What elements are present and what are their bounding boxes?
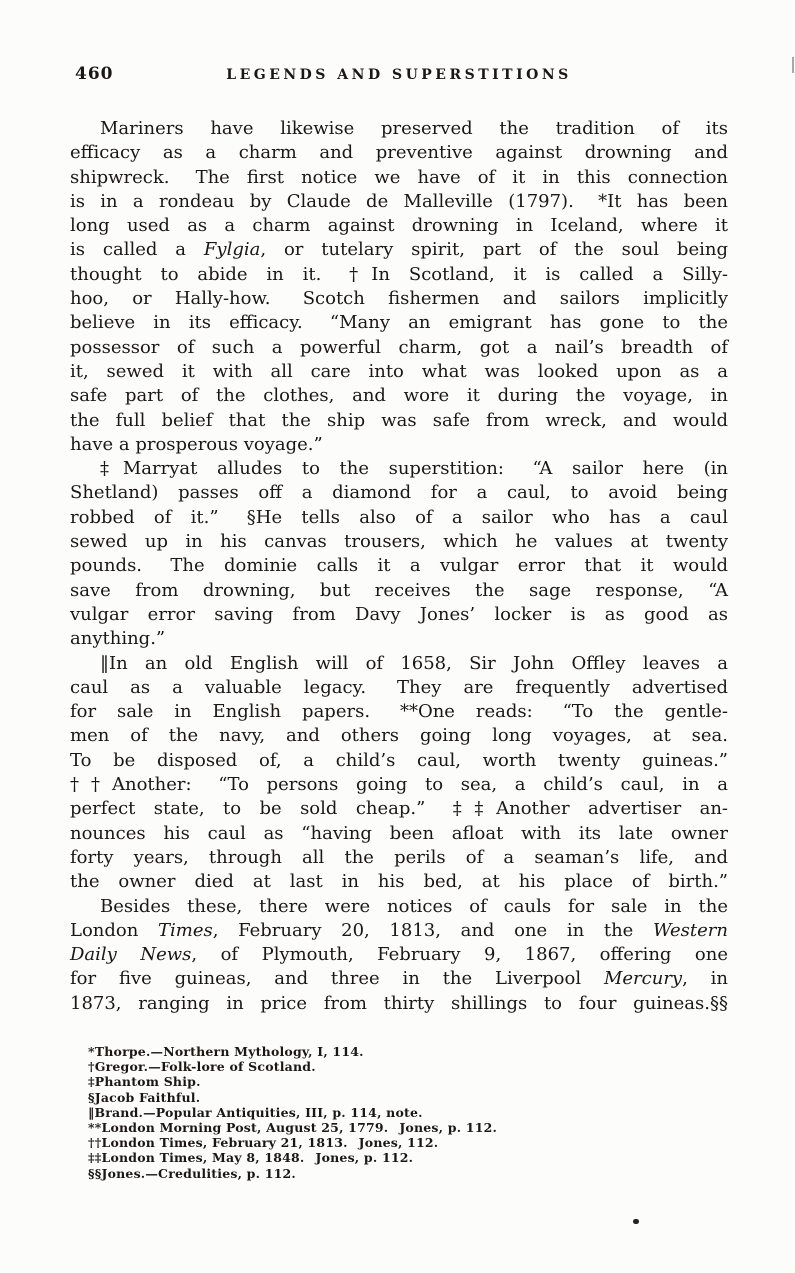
text-line: is in a rondeau by Claude de Malleville (1797). *It has been xyxy=(70,190,728,212)
text-line: for sale in English papers. **One reads: “To the gentle- xyxy=(70,701,728,723)
footnote-line: †Gregor.—Folk-lore of Scotland. xyxy=(88,1059,316,1075)
text-line: To be disposed of, a child’s caul, worth twenty guineas.” xyxy=(70,749,728,771)
text-line: hoo, or Hally-how. Scotch fishermen and sailors implicitly xyxy=(70,288,728,310)
text-line: Besides these, there were notices of cauls for sale in the xyxy=(100,895,728,917)
text-line: ‖In an old English will of 1658, Sir John Offley leaves a xyxy=(100,652,728,674)
text-line: Daily News, of Plymouth, February 9, 1867, offering one xyxy=(70,944,728,966)
text-line: is called a Fylgia, or tutelary spirit, part of the soul being xyxy=(70,239,728,261)
footnote-line: §Jacob Faithful. xyxy=(88,1089,201,1105)
text-line: the owner died at last in his bed, at his place of birth.” xyxy=(70,871,728,893)
footnote-line: *Thorpe.—Northern Mythology, I, 114. xyxy=(88,1044,364,1059)
footnote-line: ‡‡London Times, May 8, 1848. Jones, p. 112. xyxy=(88,1150,414,1166)
text-line: perfect state, to be sold cheap.” ‡‡Another advertiser an- xyxy=(70,798,728,820)
body-text xyxy=(70,117,728,1016)
paragraph xyxy=(70,117,728,457)
text-line: efficacy as a charm and preventive against drowning and xyxy=(70,142,728,164)
text-line: nounces his caul as “having been afloat with its late owner xyxy=(70,822,728,844)
text-line: long used as a charm against drowning in Iceland, where it xyxy=(70,215,728,237)
text-line: sewed up in his canvas trousers, which he values at twenty xyxy=(70,531,728,553)
text-line: save from drowning, but receives the sage response, “A xyxy=(70,579,728,601)
paragraph xyxy=(70,457,728,651)
footnote-line: **London Morning Post, August 25, 1779. Jones, p. 112. xyxy=(88,1120,498,1136)
text-line: Shetland) passes off a diamond for a caul, to avoid being xyxy=(70,482,728,504)
running-header xyxy=(70,62,728,88)
footnotes xyxy=(88,1044,668,1181)
text-line: believe in its efficacy. “Many an emigrant has gone to the xyxy=(70,312,728,334)
text-line: safe part of the clothes, and wore it during the voyage, in xyxy=(70,385,728,407)
footnote-line: ††London Times, February 21, 1813. Jones, 112. xyxy=(88,1135,439,1151)
text-line: men of the navy, and others going long voyages, at sea. xyxy=(70,725,728,747)
text-line: vulgar error saving from Davy Jones’ locker is as good as xyxy=(70,603,728,625)
footnote-line: ‡Phantom Ship. xyxy=(88,1074,201,1090)
text-line: forty years, through all the perils of a seaman’s life, and xyxy=(70,846,728,868)
text-line: anything.” xyxy=(70,628,166,650)
text-line: it, sewed it with all care into what was looked upon as a xyxy=(70,360,728,382)
running-header-title: LEGENDS AND SUPERSTITIONS xyxy=(226,67,572,83)
paragraph xyxy=(70,895,728,1016)
footnote-line: ‖Brand.—Popular Antiquities, III, p. 114, note. xyxy=(88,1104,423,1120)
text-line: possessor of such a powerful charm, got a nail’s breadth of xyxy=(70,336,728,358)
ink-speck-artifact xyxy=(633,1219,639,1224)
text-line: for five guineas, and three in the Liverpool Mercury, in xyxy=(70,968,729,990)
text-line: pounds. The dominie calls it a vulgar error that it would xyxy=(70,555,728,577)
text-line: caul as a valuable legacy. They are frequently advertised xyxy=(70,676,728,698)
text-line: robbed of it.” §He tells also of a sailor who has a caul xyxy=(70,506,728,528)
text-line: ††Another: “To persons going to sea, a child’s caul, in a xyxy=(70,774,728,796)
text-line: thought to abide in it. †In Scotland, it is called a Silly- xyxy=(70,263,728,285)
text-line: London Times, February 20, 1813, and one in the Western xyxy=(70,919,728,941)
text-line: ‡Marryat alludes to the superstition: “A sailor here (in xyxy=(100,458,728,480)
text-line: the full belief that the ship was safe from wreck, and would xyxy=(70,409,728,431)
text-line: 1873, ranging in price from thirty shillings to four guineas.§§ xyxy=(70,992,728,1014)
text-line: shipwreck. The first notice we have of it in this connection xyxy=(70,166,728,188)
footnote-line: §§Jones.—Credulities, p. 112. xyxy=(88,1165,296,1181)
paragraph xyxy=(70,652,728,895)
text-line: have a prosperous voyage.” xyxy=(70,433,323,455)
scan-edge-artifact xyxy=(792,57,794,73)
page-number: 460 xyxy=(75,64,114,84)
text-line: Mariners have likewise preserved the tradition of its xyxy=(100,118,728,139)
